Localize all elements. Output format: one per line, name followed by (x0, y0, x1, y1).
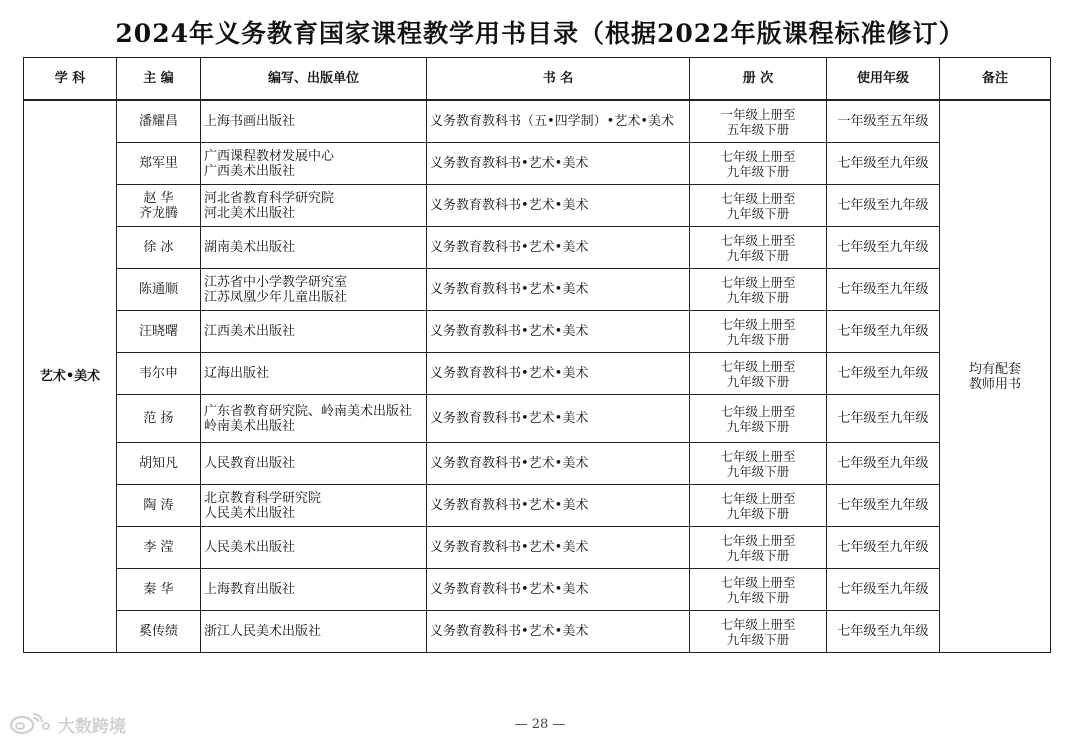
publisher-cell (201, 100, 427, 143)
publisher-cell-line: 河北省教育科学研究院 (204, 190, 335, 206)
volume-cell (690, 569, 827, 611)
volume-cell (690, 395, 827, 443)
editor-cell (117, 311, 201, 353)
publisher-cell-line: 浙江人民美术出版社 (204, 624, 322, 639)
volume-cell-line: 九年级下册 (726, 547, 790, 563)
book-title-cell (427, 527, 690, 569)
table-row (24, 143, 1051, 185)
publisher-cell (201, 443, 427, 485)
volume-cell-line: 五年级下册 (726, 121, 790, 137)
publisher-cell-line: 江苏凤凰少年儿童出版社 (204, 289, 348, 305)
publisher-cell (201, 485, 427, 527)
volume-cell (690, 227, 827, 269)
volume-cell-line: 七年级上册至 (720, 316, 796, 332)
editor-cell (117, 527, 201, 569)
publisher-cell-line: 上海教育出版社 (204, 582, 296, 597)
publisher-cell (201, 611, 427, 653)
editor-cell (117, 353, 201, 395)
editor-cell-line: 秦 华 (143, 582, 174, 597)
volume-cell (690, 527, 827, 569)
publisher-cell-line: 北京教育科学研究院 (204, 490, 322, 506)
publisher-cell-line: 辽海出版社 (204, 366, 270, 381)
volume-cell-line: 七年级上册至 (720, 490, 796, 506)
grade-cell: 七年级至九年级 (827, 395, 940, 443)
book-title-cell (427, 185, 690, 227)
table-row (24, 269, 1051, 311)
publisher-cell-line: 岭南美术出版社 (204, 418, 296, 434)
publisher-cell-line: 广西课程教材发展中心 (204, 148, 335, 164)
grade-cell: 七年级至九年级 (827, 269, 940, 311)
volume-cell-line: 九年级下册 (726, 505, 790, 521)
header-publisher: 编写、出版单位 (201, 58, 427, 101)
editor-cell (117, 569, 201, 611)
catalog-table (23, 57, 1051, 653)
volume-cell-line: 九年级下册 (726, 418, 790, 434)
publisher-cell (201, 353, 427, 395)
header-book: 书 名 (427, 58, 690, 101)
volume-cell-line: 九年级下册 (726, 247, 790, 263)
grade-cell: 一年级至五年级 (827, 100, 940, 143)
table-row (24, 395, 1051, 443)
document-title: 2024年义务教育国家课程教学用书目录（根据2022年版课程标准修订） (115, 19, 965, 48)
volume-cell (690, 100, 827, 143)
publisher-cell (201, 527, 427, 569)
publisher-cell-line: 广东省教育研究院、岭南美术出版社 (204, 403, 413, 419)
book-title-cell (427, 269, 690, 311)
publisher-cell-line: 上海书画出版社 (204, 114, 296, 129)
header-volume: 册 次 (690, 58, 827, 101)
publisher-cell-line: 人民教育出版社 (204, 456, 296, 471)
grade-cell: 七年级至九年级 (827, 443, 940, 485)
header-subject: 学 科 (24, 58, 117, 101)
subject-cell: 艺术•美术 (24, 100, 117, 653)
editor-cell (117, 100, 201, 143)
volume-cell-line: 九年级下册 (726, 589, 790, 605)
editor-cell-line: 潘耀昌 (138, 114, 178, 129)
volume-cell-line: 七年级上册至 (720, 232, 796, 248)
table-row (24, 227, 1051, 269)
book-title: 义务教育教科书•艺术•美术 (430, 282, 589, 297)
table-row (24, 311, 1051, 353)
table-row (24, 569, 1051, 611)
volume-cell-line: 七年级上册至 (720, 358, 796, 374)
header-remark: 备注 (940, 58, 1051, 101)
publisher-cell (201, 185, 427, 227)
volume-cell (690, 143, 827, 185)
book-title-cell (427, 311, 690, 353)
grade-cell: 七年级至九年级 (827, 485, 940, 527)
editor-cell (117, 443, 201, 485)
table-header-row (24, 58, 1051, 101)
book-title-cell (427, 100, 690, 143)
editor-cell (117, 269, 201, 311)
book-title: 义务教育教科书•艺术•美术 (430, 324, 589, 339)
book-title-cell (427, 443, 690, 485)
table-row (24, 527, 1051, 569)
publisher-cell (201, 143, 427, 185)
editor-cell-line: 赵 华 (143, 190, 174, 206)
grade-cell: 七年级至九年级 (827, 353, 940, 395)
publisher-cell (201, 227, 427, 269)
volume-cell-line: 九年级下册 (726, 331, 790, 347)
book-title: 义务教育教科书•艺术•美术 (430, 198, 589, 213)
page-number: — 28 — (514, 717, 566, 732)
editor-cell (117, 227, 201, 269)
editor-cell-line: 徐 冰 (143, 240, 174, 255)
publisher-cell-line: 江西美术出版社 (204, 324, 296, 339)
publisher-cell-line: 人民美术出版社 (204, 505, 296, 521)
remark-text: 均有配套 教师用书 (968, 361, 1021, 392)
editor-cell (117, 143, 201, 185)
table-row (24, 485, 1051, 527)
table-row (24, 611, 1051, 653)
book-title-cell (427, 227, 690, 269)
editor-cell-line: 陈通顺 (138, 282, 178, 297)
grade-cell: 七年级至九年级 (827, 569, 940, 611)
editor-cell-line: 郑军里 (138, 156, 178, 171)
table-row (24, 185, 1051, 227)
table-row (24, 100, 1051, 143)
volume-cell (690, 269, 827, 311)
book-title-cell (427, 569, 690, 611)
publisher-cell (201, 395, 427, 443)
volume-cell-line: 九年级下册 (726, 373, 790, 389)
volume-cell (690, 611, 827, 653)
book-title-cell (427, 395, 690, 443)
volume-cell-line: 七年级上册至 (720, 190, 796, 206)
grade-cell: 七年级至九年级 (827, 311, 940, 353)
book-title-cell (427, 611, 690, 653)
grade-cell: 七年级至九年级 (827, 185, 940, 227)
volume-cell-line: 九年级下册 (726, 289, 790, 305)
grade-cell: 七年级至九年级 (827, 143, 940, 185)
editor-cell-line: 韦尔申 (138, 366, 178, 381)
table-row (24, 443, 1051, 485)
book-title: 义务教育教科书•艺术•美术 (430, 498, 589, 513)
book-title: 义务教育教科书•艺术•美术 (430, 624, 589, 639)
volume-cell-line: 七年级上册至 (720, 148, 796, 164)
book-title-cell (427, 353, 690, 395)
volume-cell-line: 七年级上册至 (720, 448, 796, 464)
publisher-cell-line: 广西美术出版社 (204, 163, 296, 179)
publisher-cell-line: 人民美术出版社 (204, 540, 296, 555)
editor-cell (117, 185, 201, 227)
grade-cell: 七年级至九年级 (827, 527, 940, 569)
volume-cell-line: 七年级上册至 (720, 574, 796, 590)
editor-cell-line: 胡知凡 (138, 456, 178, 471)
volume-cell (690, 485, 827, 527)
publisher-cell (201, 269, 427, 311)
volume-cell-line: 七年级上册至 (720, 532, 796, 548)
editor-cell-line: 范 扬 (143, 411, 174, 426)
editor-cell-line: 汪晓曙 (138, 324, 178, 339)
book-title: 义务教育教科书•艺术•美术 (430, 411, 589, 426)
header-editor: 主 编 (117, 58, 201, 101)
volume-cell-line: 九年级下册 (726, 205, 790, 221)
book-title: 义务教育教科书•艺术•美术 (430, 240, 589, 255)
volume-cell-line: 一年级上册至 (720, 106, 796, 122)
volume-cell (690, 443, 827, 485)
volume-cell (690, 185, 827, 227)
book-title: 义务教育教科书（五•四学制）•艺术•美术 (430, 114, 675, 129)
editor-cell-line: 齐龙腾 (138, 205, 178, 221)
volume-cell (690, 353, 827, 395)
editor-cell (117, 611, 201, 653)
book-title-cell (427, 143, 690, 185)
book-title-cell (427, 485, 690, 527)
header-grade: 使用年级 (827, 58, 940, 101)
publisher-cell (201, 311, 427, 353)
publisher-cell-line: 河北美术出版社 (204, 205, 296, 221)
book-title: 义务教育教科书•艺术•美术 (430, 366, 589, 381)
book-title: 义务教育教科书•艺术•美术 (430, 456, 589, 471)
editor-cell-line: 李 滢 (143, 540, 174, 555)
editor-cell-line: 奚传绩 (138, 624, 178, 639)
volume-cell-line: 七年级上册至 (720, 616, 796, 632)
publisher-cell (201, 569, 427, 611)
volume-cell-line: 九年级下册 (726, 163, 790, 179)
volume-cell-line: 七年级上册至 (720, 274, 796, 290)
remark-cell (940, 100, 1051, 653)
volume-cell-line: 九年级下册 (726, 463, 790, 479)
editor-cell-line: 陶 涛 (143, 498, 174, 513)
grade-cell: 七年级至九年级 (827, 227, 940, 269)
book-title: 义务教育教科书•艺术•美术 (430, 540, 589, 555)
editor-cell (117, 395, 201, 443)
editor-cell (117, 485, 201, 527)
publisher-cell-line: 江苏省中小学教学研究室 (204, 274, 348, 290)
grade-cell: 七年级至九年级 (827, 611, 940, 653)
volume-cell (690, 311, 827, 353)
volume-cell-line: 九年级下册 (726, 631, 790, 647)
book-title: 义务教育教科书•艺术•美术 (430, 582, 589, 597)
volume-cell-line: 七年级上册至 (720, 403, 796, 419)
publisher-cell-line: 湖南美术出版社 (204, 240, 296, 255)
watermark-text: 大数跨境 (58, 717, 126, 737)
table-row (24, 353, 1051, 395)
book-title: 义务教育教科书•艺术•美术 (430, 156, 589, 171)
